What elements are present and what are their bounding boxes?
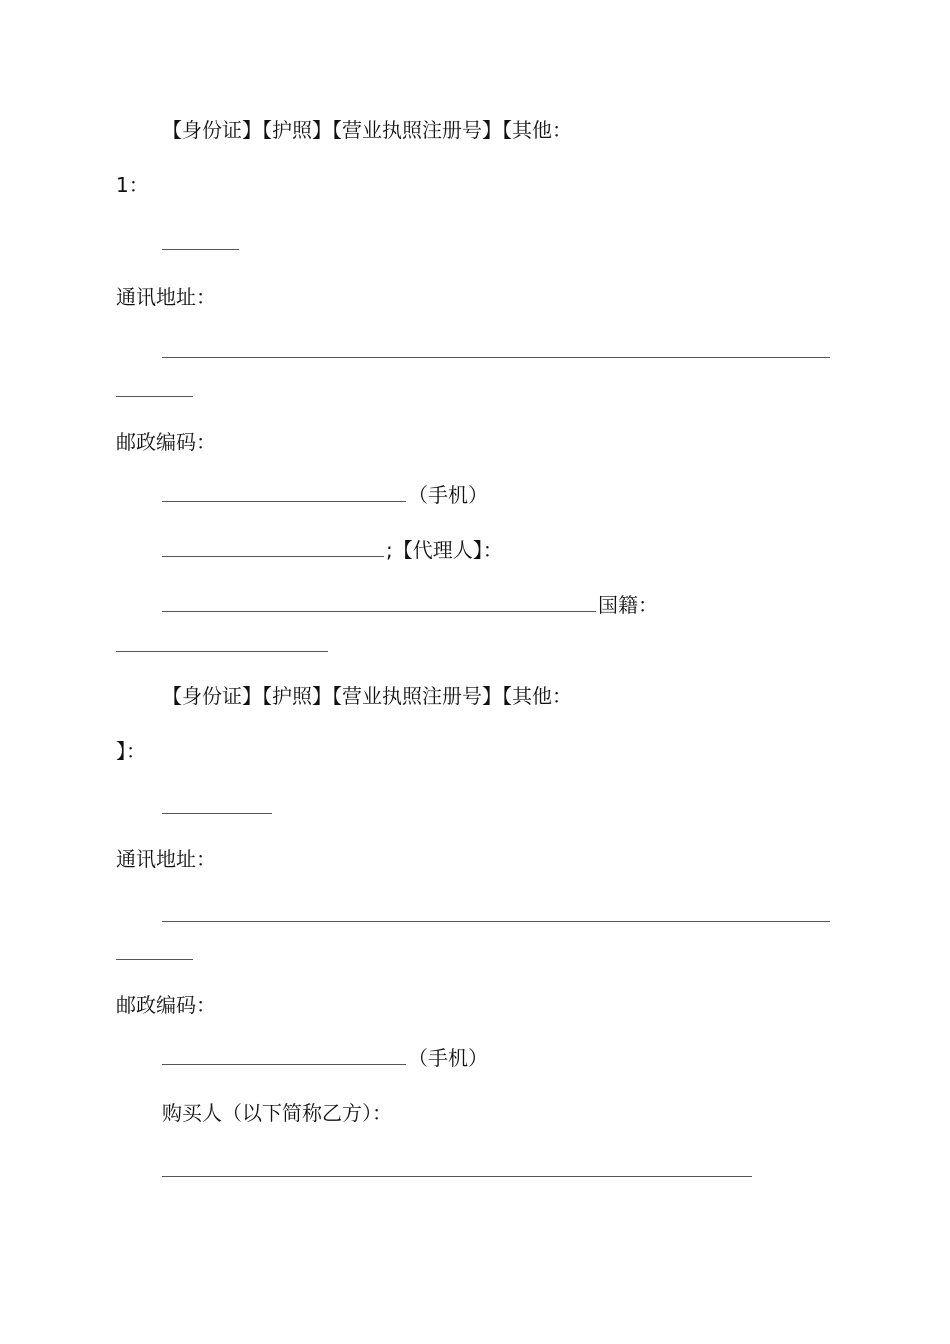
address-label-2: 通讯地址： [116,847,216,871]
nationality-line-1 [162,592,658,618]
phone-line-2 [162,1045,488,1071]
id-types-line-1: 【身份证】【护照】【营业执照注册号】【其他： [162,118,572,142]
buyer-name-blank[interactable] [162,1176,752,1177]
id-close-line-1: 1： [116,173,149,197]
id-types-line-2: 【身份证】【护照】【营业执照注册号】【其他： [162,684,572,708]
agent-line-1 [162,537,503,563]
postal-label-2: 邮政编码： [116,993,216,1017]
agent-name-blank-1[interactable] [162,593,596,612]
postal-label-1: 邮政编码： [116,430,216,454]
phone-line-1 [162,482,488,508]
address-blank-2b[interactable] [116,959,193,960]
buyer-label: 购买人（以下简称乙方）： [162,1101,392,1125]
nationality-label-1: 国籍： [598,593,658,617]
id-number-blank-1[interactable] [162,249,239,250]
address-blank-2a[interactable] [162,921,830,922]
agent-label-1: ;【代理人】： [386,538,503,562]
phone-blank-1[interactable] [162,483,406,502]
address-blank-1a[interactable] [162,357,830,358]
id-close-line-2: 】： [116,739,146,763]
agent-blank-1[interactable] [162,538,384,557]
phone-blank-2[interactable] [162,1046,406,1065]
id-number-blank-2[interactable] [162,813,272,814]
phone-label-2: （手机） [408,1046,488,1070]
nationality-blank-1[interactable] [116,651,328,652]
address-label-1: 通讯地址： [116,285,216,309]
address-blank-1b[interactable] [116,396,193,397]
phone-label-1: （手机） [408,483,488,507]
